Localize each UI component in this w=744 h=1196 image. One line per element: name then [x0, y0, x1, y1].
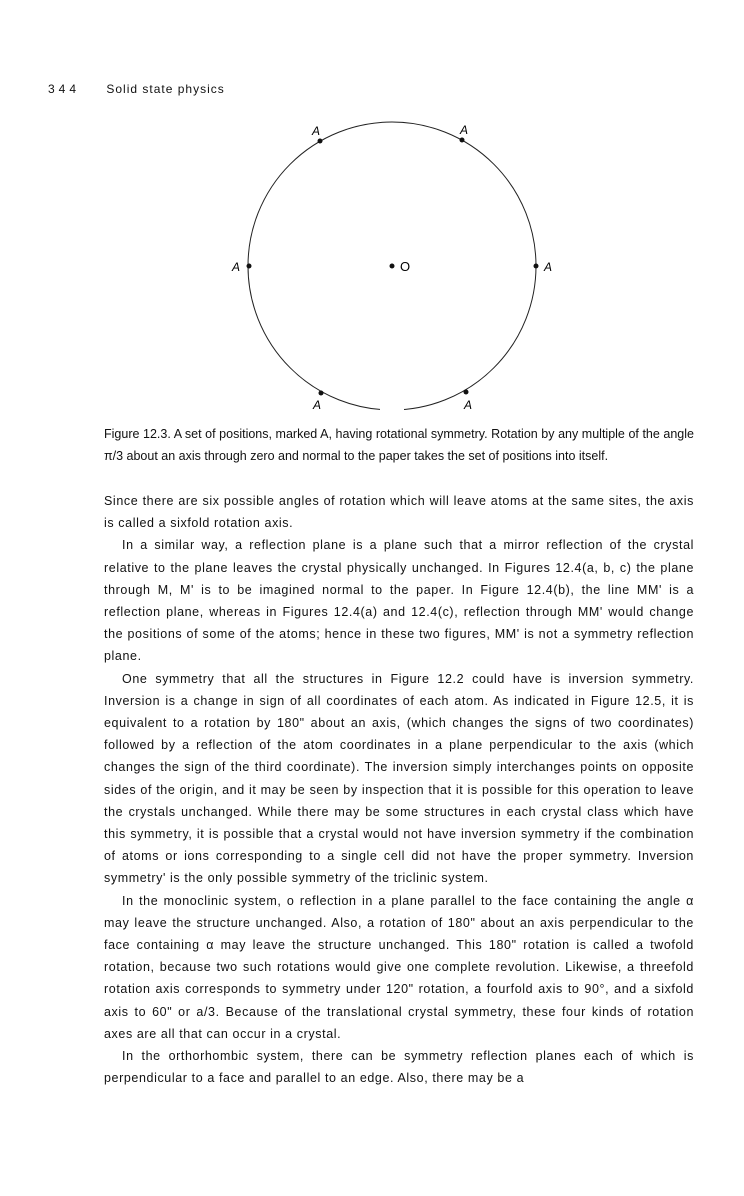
point-a	[464, 390, 469, 395]
body-text	[104, 490, 694, 1089]
point-a	[247, 264, 252, 269]
point-a	[534, 264, 539, 269]
paragraph: Since there are six possible angles of rotation which will leave atoms at the same sites, the axis is called a sixfold rotation axis.	[104, 494, 694, 531]
caption-label: Figure 12.3.	[104, 427, 171, 441]
running-header	[48, 82, 225, 96]
figure-circle-diagram	[220, 118, 560, 418]
point-label: A	[460, 123, 469, 137]
paragraph: In the orthorhombic system, there can be symmetry reflection planes each of which is perpendicular to a face and parallel to an edge. Also, there may be a	[104, 1049, 694, 1086]
figure-caption	[104, 423, 694, 467]
center-point	[390, 264, 395, 269]
point-label: A	[313, 398, 322, 412]
paragraph: In a similar way, a reflection plane is a plane such that a mirror reflection of the crystal relative to the plane leaves the crystal physically unchanged. In Figures 12.4(a, b, c) the plane through M, M' is to be imagined normal to the paper. In Figure 12.4(b), the line MM' is a reflection plane, whereas in Figures 12.4(a) and 12.4(c), reflection through MM' would change the positions of some of the atoms; hence in these two figures, MM' is not a symmetry reflection plane.	[104, 538, 694, 664]
point-label: A	[464, 398, 473, 412]
point-label: A	[232, 260, 241, 274]
caption-text: A set of positions, marked A, having rotational symmetry. Rotation by any multiple of the angle π/3 about an axis through zero and normal to the paper takes the set of positions into itself.	[104, 427, 694, 463]
point-label: A	[312, 124, 321, 138]
page-number: 344	[48, 82, 81, 96]
paragraph: One symmetry that all the structures in Figure 12.2 could have is inversion symmetry. Inversion is a change in sign of all coordinates of each atom. As indicated in Figure 12.5, it is equivalent to a rotation by 180" about an axis, (which changes the signs of two coordinates) followed by a reflection of the atom coordinates in a plane perpendicular to the axis (which changes the sign of the third coordinate). The inversion simply interchanges points on opposite sides of the origin, and it may be seen by inspection that it is possible for this operation to leave the crystals unchanged. While there may be some structures in each crystal class which have this symmetry, it is possible that a crystal would not have inversion symmetry if the combination of atoms or ions corresponding to a single cell did not have the proper symmetry. Inversion symmetry' is the only possible symmetry of the triclinic system.	[104, 671, 694, 886]
center-label: O	[400, 259, 411, 274]
point-a	[318, 139, 323, 144]
point-a	[319, 391, 324, 396]
point-label: A	[544, 260, 553, 274]
paragraph: In the monoclinic system, o reflection in a plane parallel to the face containing the angle α may leave the structure unchanged. Also, a rotation of 180" about an axis perpendicular to the face containing α may leave the structure unchanged. This 180" rotation is called a twofold rotation, because two such rotations would give one complete revolution. Likewise, a threefold rotation axis corresponds to symmetry under 120" rotation, a fourfold axis to 90°, and a sixfold axis to 60" or a/3. Because of the translational crystal symmetry, these four kinds of rotation axes are all that can occur in a crystal.	[104, 893, 694, 1041]
point-a	[460, 138, 465, 143]
running-title: Solid state physics	[106, 82, 225, 96]
